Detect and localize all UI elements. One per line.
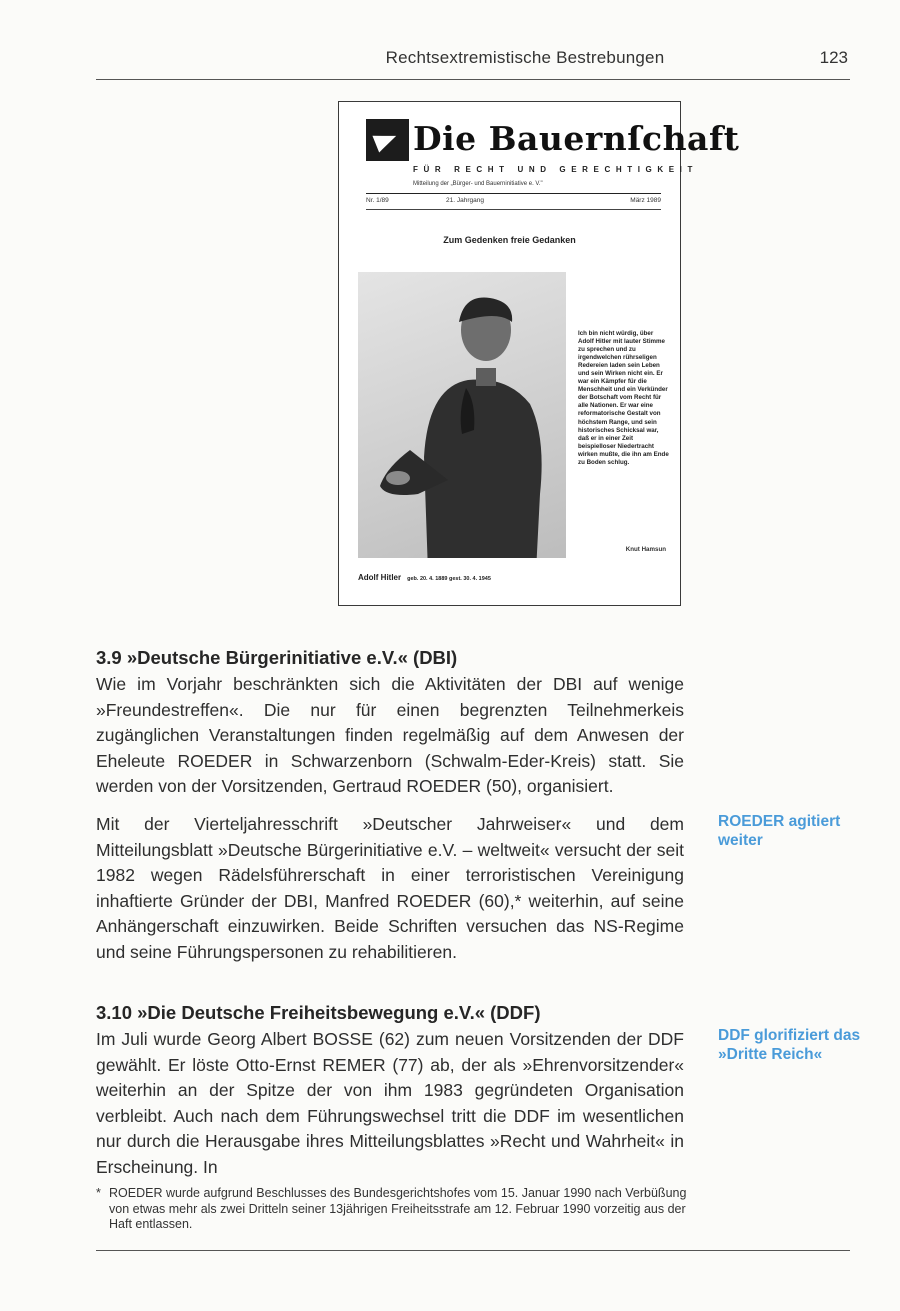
photo-caption	[358, 573, 491, 582]
paragraph-dbi-2: Mit der Vierteljahresschrift »Deutscher Jahrweiser« und dem Mitteilungsblatt »Deutsche Bürgerinitiative e.V. – weltweit« versucht der seit 1982 wegen Rädelsführerschaft in einer terroristischen Vereinigung inhaftierte Gründer der DBI, Manfred ROEDER (60),* weiterhin, auf seine Anhängerschaft einzuwirken. Beide Schriften versuchen das NS-Regime und seine Führungspersonen zu rehabilitieren.	[96, 814, 684, 962]
bottom-rule	[96, 1250, 850, 1251]
newspaper-figure	[338, 101, 740, 606]
masthead-rule-lower	[366, 209, 661, 210]
masthead-subtitle: FÜR RECHT UND GERECHTIGKEIT	[413, 165, 698, 174]
quote-author: Knut Hamsun	[625, 546, 666, 553]
issue-date: März 1989	[630, 197, 661, 204]
margin-note-ddf: DDF glorifiziert das »Dritte Reich«	[718, 1027, 861, 1063]
paragraph-dbi-1: Wie im Vorjahr beschränkten sich die Aktivitäten der DBI auf wenige »Freundestreffen«. Die nur für einen begrenzten Teilnehmerkeis zugänglichen Veranstaltungen finden regelmäßig auf dem Anwesen der Eheleute ROEDER in Schwarzenborn (Schwalm-Eder-Kreis) statt. Sie werden von der Vorsitzenden, Gertraud ROEDER (50), organisiert.	[96, 674, 684, 796]
paragraph-ddf-1: Im Juli wurde Georg Albert BOSSE (62) zum neuen Vorsitzenden der DDF gewählt. Er löste Otto-Ernst REMER (77) ab, der als »Ehrenvorsitzender« weiterhin an der Spitze der von ihm 1983 gegründeten Organisation verbleibt. Auch nach dem Führungswechsel tritt die DDF im wesentlichen nur durch die Herausgabe ihres Mitteilungsblattes »Recht und Wahrheit« in Erscheinung. In	[96, 1029, 684, 1177]
motto: Zum Gedenken freie Gedanken	[443, 235, 576, 245]
header-rule	[96, 79, 850, 80]
masthead-title: Die Bauernſchaft	[413, 119, 740, 158]
running-header-title: Rechtsextremistische Bestrebungen	[385, 48, 665, 67]
portrait-photo	[358, 272, 566, 558]
footnote-text: ROEDER wurde aufgrund Beschlusses des Bundesgerichtshofes vom 15. Januar 1990 nach Verbüßung von etwas mehr als zwei Dritteln seiner 13jährigen Freiheitsstrafe am 12. Februar 1990 vorzeitig aus der Haft entlassen.	[109, 1186, 687, 1231]
issue-volume: 21. Jahrgang	[446, 197, 484, 204]
page-number: 123	[819, 48, 848, 67]
section-heading-3-10: 3.10 »Die Deutsche Freiheitsbewegung e.V.« (DDF)	[96, 1002, 541, 1023]
caption-dates: geb. 20. 4. 1889 gest. 30. 4. 1945	[407, 576, 491, 582]
footnote-mark: *	[96, 1186, 101, 1200]
masthead-note: Mitteilung der „Bürger- und Bauerninitiative e. V."	[413, 181, 543, 187]
section-heading-3-9: 3.9 »Deutsche Bürgerinitiative e.V.« (DBI)	[96, 647, 458, 668]
issue-number: Nr. 1/89	[366, 197, 389, 204]
quote-text: Ich bin nicht würdig, über Adolf Hitler mit lauter Stimme zu sprechen und zu irgendwelchen rührseligen Redereien laden sein Leben und sein Wirken nicht ein. Er war ein Kämpfer für die Menschheit und ein Verkünder der Botschaft vom Recht für alle Nationen. Er war eine reformatorische Gestalt von höchstem Range, und sein historisches Schicksal war, daß er in einer Zeit beispielloser Niedertracht wirken mußte, die ihn am Ende zu Boden schlug.	[578, 330, 669, 466]
portrait-silhouette-icon	[358, 272, 566, 558]
masthead	[366, 119, 740, 226]
flag-logo-icon	[366, 119, 409, 161]
caption-name: Adolf Hitler	[358, 573, 402, 582]
margin-note-roeder: ROEDER agitiert weiter	[718, 813, 841, 849]
masthead-rule	[366, 193, 661, 194]
